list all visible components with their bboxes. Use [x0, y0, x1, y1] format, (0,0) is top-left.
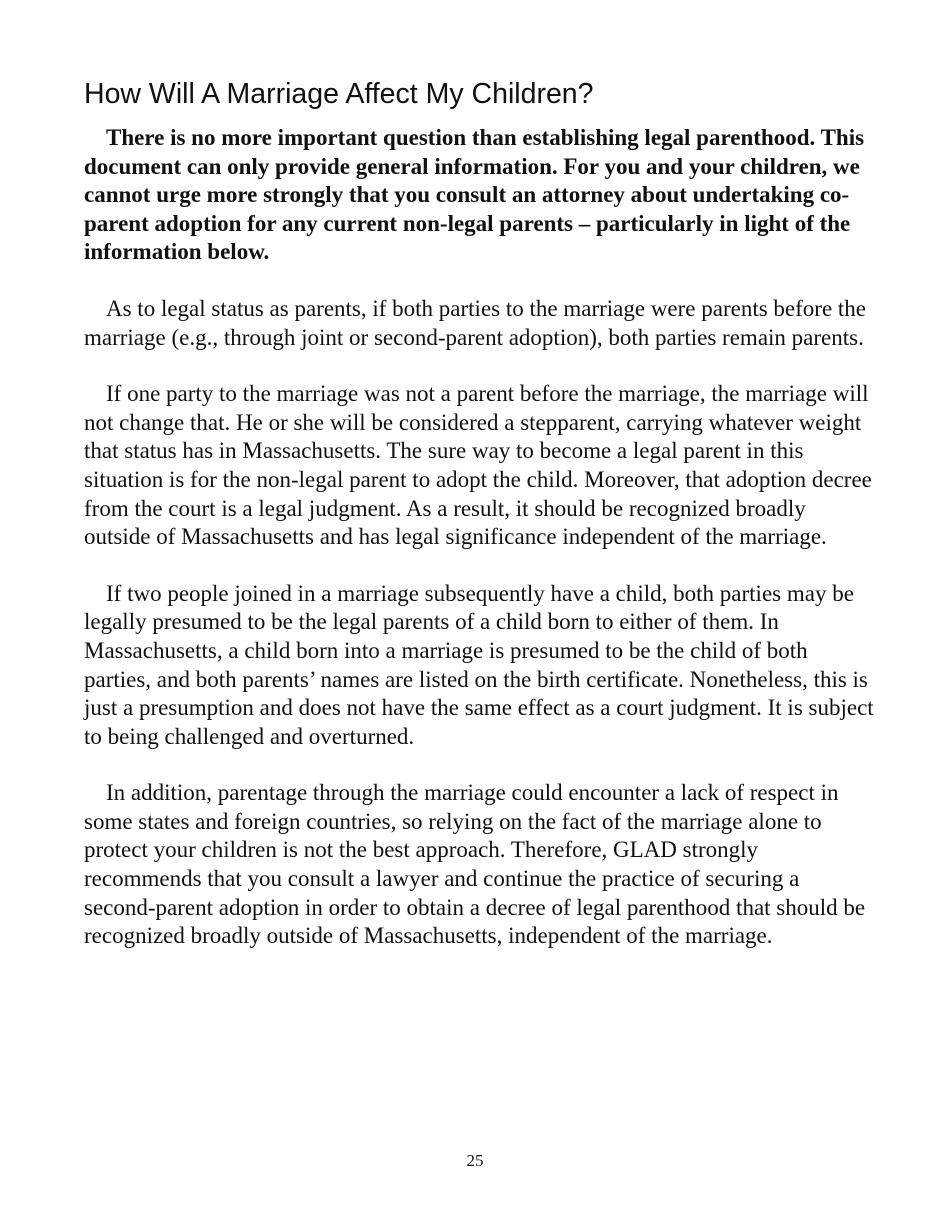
intro-paragraph: There is no more important question than establishing legal parenthood. This document can only provide general information. For you and your children, we cannot urge more strongly that you consult an attorney about undertaking co-parent adoption for any current non-legal parents – particularly in light of the information below.	[84, 125, 865, 265]
legal-status-paragraph: As to legal status as parents, if both parties to the marriage were parents before the marriage (e.g., through joint or second-parent adoption), both parties remain parents.	[84, 295, 867, 350]
page-number: 25	[466, 1151, 484, 1170]
recommendation-paragraph: In addition, parentage through the marriage could encounter a lack of respect in some states and foreign countries, so relying on the fact of the marriage alone to protect your children is not the best approach. Therefore, GLAD strongly recommends that you consult a lawyer and continue the practice of securing a second-parent adoption in order to obtain a decree of legal parenthood that should be recognized broadly outside of Massachusetts, independent of the marriage.	[84, 780, 866, 949]
stepparent-paragraph: If one party to the marriage was not a parent before the marriage, the marriage will not change that. He or she will be considered a stepparent, carrying whatever weight that status has in Massachusetts. The sure way to become a legal parent in this situation is for the non-legal parent to adopt the child. Moreover, that adoption decree from the court is a legal judgment. As a result, it should be recognized broadly outside of Massachusetts and has legal significance independent of the marriage.	[84, 381, 872, 550]
document-page	[84, 76, 874, 979]
presumption-paragraph: If two people joined in a marriage subsequently have a child, both parties may be legally presumed to be the legal parents of a child born to either of them. In Massachusetts, a child born into a marriage is presumed to be the child of both parties, and both parents’ names are listed on the birth certificate. Nonetheless, this is just a presumption and does not have the same effect as a court judgment. It is subject to being challenged and overturned.	[84, 580, 874, 749]
page-heading: How Will A Marriage Affect My Children?	[84, 78, 594, 110]
